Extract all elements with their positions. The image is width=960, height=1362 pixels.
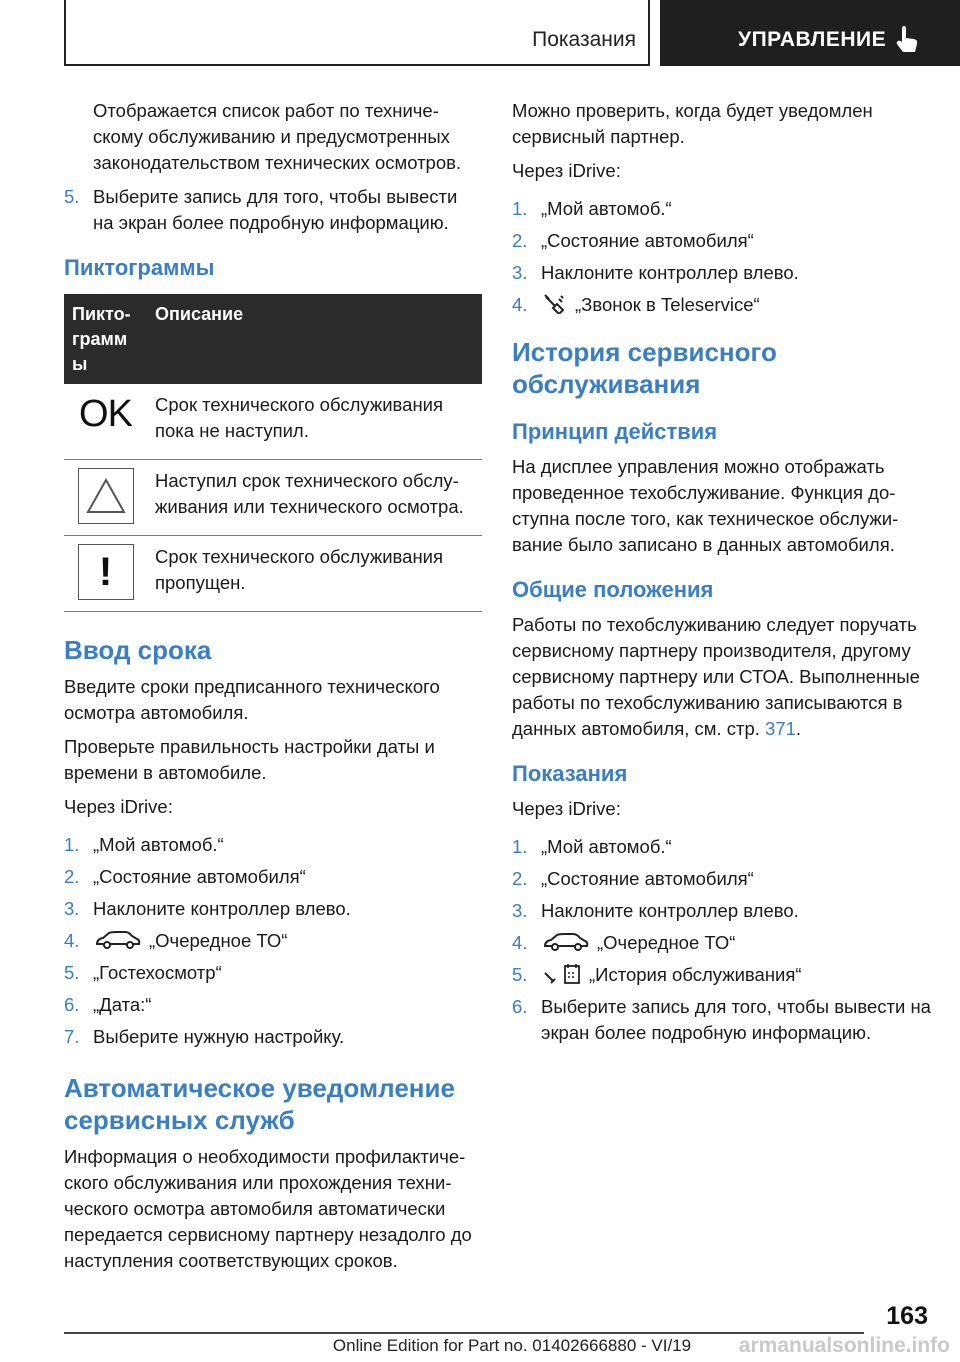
- car-icon: [95, 930, 141, 950]
- step-number: 4.: [512, 294, 528, 315]
- step-number: 5.: [64, 186, 80, 207]
- step-text: „Состояние автомобиля“: [93, 866, 306, 887]
- ok-icon-text: OK: [79, 393, 132, 435]
- header-section-title: Показания: [532, 28, 636, 51]
- list-item: [64, 1024, 482, 1050]
- via-idrive: Через iDrive:: [512, 798, 621, 819]
- step-number: 3.: [512, 262, 528, 283]
- step-number: 1.: [64, 834, 80, 855]
- header-separator: [648, 0, 650, 66]
- service-history-heading: История сервисного обслуживания: [512, 337, 777, 399]
- step-text: Выберите нужную настройку.: [93, 1026, 345, 1047]
- header-left-rule: [64, 0, 66, 66]
- list-item: [64, 960, 482, 986]
- step-text: „Дата:“: [93, 994, 152, 1015]
- history-steps: [512, 834, 932, 1046]
- general-heading: Общие положения: [512, 577, 714, 602]
- step-text: Наклоните контроллер влево.: [93, 898, 351, 919]
- list-item: [64, 864, 482, 890]
- list-item: [64, 992, 482, 1018]
- teleservice-steps: [512, 196, 932, 318]
- step-text: „История обслуживания“: [589, 964, 802, 985]
- list-item: [512, 292, 932, 318]
- step-number: 3.: [64, 898, 80, 919]
- step-number: 3.: [512, 900, 528, 921]
- service-history-icon: [543, 963, 581, 985]
- step-number: 1.: [512, 198, 528, 219]
- intro-steps: [64, 184, 482, 236]
- pictograms-heading: Пиктограммы: [64, 255, 215, 280]
- table-row: [64, 536, 482, 612]
- footer-edition: Online Edition for Part no. 01402666880 - VI/19: [332, 1336, 692, 1355]
- pictograms-table: [64, 294, 482, 612]
- car-icon: [543, 932, 589, 952]
- chapter-tab-label: УПРАВЛЕНИЕ: [738, 28, 887, 51]
- table-cell-description: Срок технического обслуживания пока не наступил.: [155, 394, 444, 441]
- general-text: Работы по техобслуживанию следует поручать сервисному партнеру производителя, другому сервисному партнеру или СТОА. Выполненные работы по техобслуживанию записываются в данных автомобиля, см. стр.: [512, 614, 920, 739]
- step-number: 1.: [512, 836, 528, 857]
- table-cell-description: Срок технического обслуживания пропущен.: [155, 546, 444, 593]
- list-item: [64, 896, 482, 922]
- step-number: 6.: [512, 996, 528, 1017]
- right-column: [512, 98, 932, 1052]
- step-text: „Состояние автомобиля“: [541, 868, 754, 889]
- date-entry-steps: [64, 832, 482, 1050]
- list-item: [512, 260, 932, 286]
- exclamation-icon-text: !: [98, 550, 113, 594]
- watermark-site: armanualsonline.info: [738, 1334, 950, 1357]
- intro-continuation: Отображается список работ по техническому обслуживанию и предусмотренных законодательством технических осмотров.: [93, 100, 462, 173]
- step-text: „Звонок в Teleservice“: [575, 294, 760, 315]
- step-text: Выберите запись для того, чтобы вывести на экран более подробную информацию.: [541, 996, 931, 1043]
- left-column: [64, 98, 482, 1282]
- list-item: [64, 928, 482, 954]
- list-item: [64, 832, 482, 858]
- warning-triangle-icon: [78, 468, 134, 524]
- step-text: „Очередное ТО“: [149, 930, 288, 951]
- list-item: [512, 834, 932, 860]
- step-number: 5.: [512, 964, 528, 985]
- list-item: [512, 930, 932, 956]
- date-entry-paragraph-2: Проверьте правильность настройки даты и времени в автомобиле.: [64, 736, 435, 783]
- step-text: „Мой автомоб.“: [541, 836, 672, 857]
- list-item: [512, 962, 932, 988]
- date-entry-heading: Ввод срока: [64, 635, 212, 665]
- general-paragraph: [512, 612, 932, 742]
- step-text: Выберите запись для того, чтобы вывести на экран более подробную информацию.: [93, 186, 458, 233]
- principle-heading: Принцип действия: [512, 419, 718, 444]
- step-number: 2.: [64, 866, 80, 887]
- step-number: 2.: [512, 868, 528, 889]
- page-reference-link[interactable]: 371: [765, 718, 796, 739]
- general-end: .: [795, 718, 802, 739]
- step-text: „Мой автомоб.“: [541, 198, 672, 219]
- list-item: [512, 228, 932, 254]
- check-paragraph: Можно проверить, когда будет уведомлен сервисный партнер.: [512, 100, 873, 147]
- table-row: [64, 384, 482, 460]
- table-col-pictogram: Пиктограмм ы: [72, 304, 131, 374]
- wrench-icon: [543, 294, 567, 314]
- list-item: [512, 866, 932, 892]
- via-idrive: Через iDrive:: [64, 796, 173, 817]
- pointing-hand-icon: [894, 26, 920, 54]
- table-cell-description: Наступил срок технического обслуживания или технического осмотра.: [155, 470, 464, 517]
- step-text: „Очередное ТО“: [597, 932, 736, 953]
- step-number: 7.: [64, 1026, 80, 1047]
- step-number: 4.: [64, 930, 80, 951]
- table-row: [64, 460, 482, 536]
- auto-notification-paragraph: Информация о необходимости профилактического обслуживания или прохождения технического осмотра автомобиля автоматически передается сервисному партнеру незадолго до наступления соответствующих сроков.: [64, 1146, 472, 1271]
- list-item: [64, 184, 482, 236]
- step-number: 5.: [64, 962, 80, 983]
- list-item: [512, 994, 932, 1046]
- principle-paragraph: На дисплее управления можно отображать проведенное техобслуживание. Функция доступна после того, как техническое обслуживание было записано в данных автомобиля.: [512, 456, 899, 555]
- step-text: „Мой автомоб.“: [93, 834, 224, 855]
- auto-notification-heading: Автоматическое уведомление сервисных служб: [64, 1073, 455, 1135]
- list-item: [512, 898, 932, 924]
- list-item: [512, 196, 932, 222]
- ok-icon: [64, 384, 147, 459]
- step-text: Наклоните контроллер влево.: [541, 262, 799, 283]
- via-idrive: Через iDrive:: [512, 160, 621, 181]
- step-text: Наклоните контроллер влево.: [541, 900, 799, 921]
- date-entry-paragraph-1: Введите сроки предписанного технического осмотра автомобиля.: [64, 676, 440, 723]
- exclamation-icon: [78, 544, 134, 600]
- step-number: 6.: [64, 994, 80, 1015]
- page-number: 163: [886, 1302, 928, 1330]
- readings-heading: Показания: [512, 761, 628, 786]
- step-text: „Гостехосмотр“: [93, 962, 222, 983]
- chapter-tab[interactable]: [660, 0, 960, 66]
- header-bottom-rule: [64, 64, 650, 66]
- step-number: 2.: [512, 230, 528, 251]
- step-text: „Состояние автомобиля“: [541, 230, 754, 251]
- table-col-description: Описание: [155, 304, 244, 324]
- step-number: 4.: [512, 932, 528, 953]
- table-header: [64, 294, 482, 384]
